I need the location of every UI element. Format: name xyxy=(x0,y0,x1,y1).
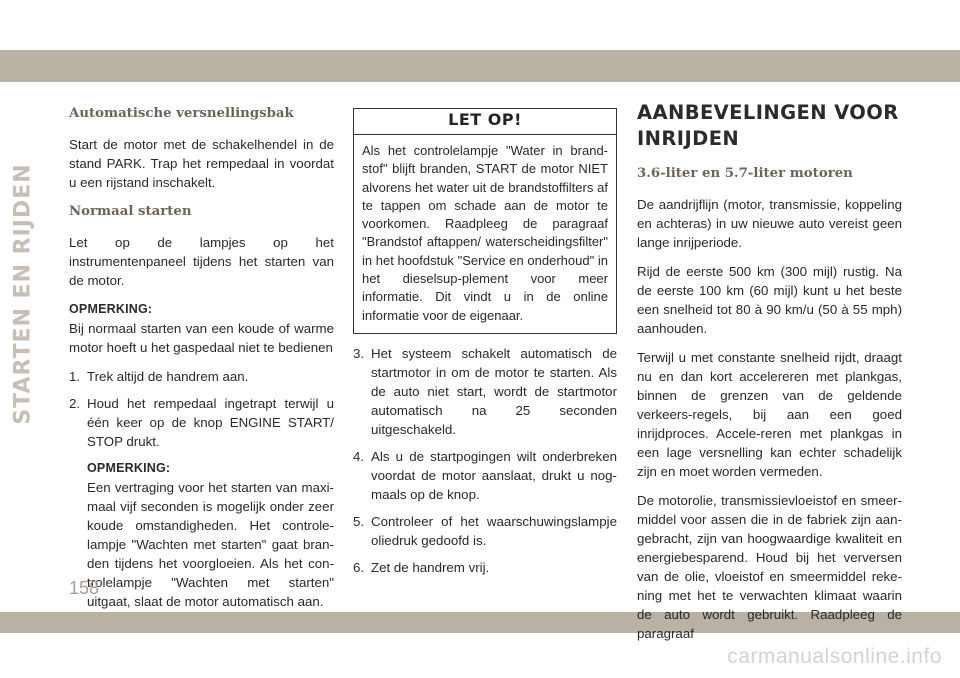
note-label: OPMERKING: xyxy=(87,461,171,475)
indented-note xyxy=(87,459,334,611)
list-number: 6. xyxy=(353,559,365,575)
list-item xyxy=(353,558,617,577)
list-text: Als u de startpogingen wilt onderbreken voordat de motor aanslaat, drukt u nog-maals op de knop. xyxy=(371,448,617,502)
list-text: Zet de handrem vrij. xyxy=(371,559,490,575)
list-text: Controleer of het waarschuwingslampje oliedruk gedoofd is. xyxy=(371,513,617,548)
paragraph: De motorolie, transmissievloeistof en smeer-middel voor assen die in de fabriek zijn aan-gebracht, zijn van hoogwaardige kwaliteit en energiebesparend. Houd bij het verversen van de olie, vloeistof en smeermiddel reke-ning met het te verwachten klimaat waarin de auto wordt gebruikt. Raadpleeg de paragraaf xyxy=(637,493,902,641)
subheading: 3.6-liter en 5.7-liter motoren xyxy=(637,166,853,181)
list-number: 2. xyxy=(69,396,81,411)
list-item xyxy=(353,447,617,504)
paragraph: Let op de lampjes op het instrumentenpaneel tijdens het starten van de motor. xyxy=(69,235,334,288)
list-item xyxy=(353,344,617,439)
paragraph: De aandrijflijn (motor, transmissie, koppeling en achteras) in uw nieuwe auto vereist geen lange inrijperiode. xyxy=(637,197,902,250)
paragraph: Terwijl u met constante snelheid rijdt, draagt nu en dan kort accelereren met plankgas, binnen de grenzen van de geldende verkeers-regels, bij aan een goed inrijdproces. Accele-reren met plankgas in een lage versnelling kan echter schadelijk zijn en moet worden vermeden. xyxy=(637,350,902,479)
list-text: Het systeem schakelt automatisch de startmotor in om de motor te starten. Als de auto niet start, wordt de startmotor automatisch na 25 seconden uitgeschakeld. xyxy=(371,345,617,437)
list-item xyxy=(69,394,334,451)
note-text: Bij normaal starten van een koude of warme motor hoeft u het gaspedaal niet te bedienen xyxy=(69,321,334,355)
list-item xyxy=(353,512,617,550)
warning-title: LET OP! xyxy=(354,109,616,135)
section-heading: AANBEVELINGEN VOOR INRIJDEN xyxy=(637,101,899,150)
heading-automatische-versnellingsbak: Automatische versnellingsbak xyxy=(69,106,294,121)
list-item xyxy=(69,367,334,386)
note-text: Een vertraging voor het starten van maxi-maal vijf seconden is mogelijk onder zeer koude omstandigheden. Het controle-lampje "Wachten met starten" gaat bran-den tijdens het voorgloeien. Als het con-trolelampje "Wachten met starten" uitgaat, slaat de motor automatisch aan. xyxy=(87,480,334,609)
paragraph: Rijd de eerste 500 km (300 mijl) rustig. Na de eerste 100 km (60 mijl) kunt u het beste een snelheid tot 80 à 90 km/u (50 à 55 mph) aanhouden. xyxy=(637,264,902,336)
list-number: 4. xyxy=(353,448,365,464)
column-2 xyxy=(353,108,617,585)
warning-box xyxy=(353,108,617,334)
paragraph: Start de motor met de schakelhendel in de stand PARK. Trap het rempedaal in voordat u een rijstand inschakelt. xyxy=(69,137,334,190)
watermark: carmanualsonline.info xyxy=(727,645,942,668)
warning-text: Als het controlelampje "Water in brand-stof" blijft branden, START de motor NIET alvorens het water uit de brandstoffilters af te tappen om schade aan de motor te voorkomen. Raadpleeg de paragraaf "Brandstof aftappen/ waterscheidingsfilter" in het hoofdstuk "Service en onderhoud" in het dieselsup-plement voor meer informatie. Dit vindt u in de online informatie voor de eigenaar. xyxy=(362,143,608,323)
note-label: OPMERKING: xyxy=(69,302,153,316)
column-1 xyxy=(69,100,334,617)
list-number: 3. xyxy=(353,345,365,361)
heading-normaal-starten: Normaal starten xyxy=(69,204,192,219)
list-text: Trek altijd de handrem aan. xyxy=(87,369,249,384)
list-text: Houd het rempedaal ingetrapt terwijl u één keer op de knop ENGINE START/ STOP drukt. xyxy=(87,396,334,449)
page-number: 158 xyxy=(69,578,100,598)
list-number: 1. xyxy=(69,369,81,384)
column-3 xyxy=(637,100,902,653)
list-number: 5. xyxy=(353,513,365,529)
header-band xyxy=(0,50,960,82)
